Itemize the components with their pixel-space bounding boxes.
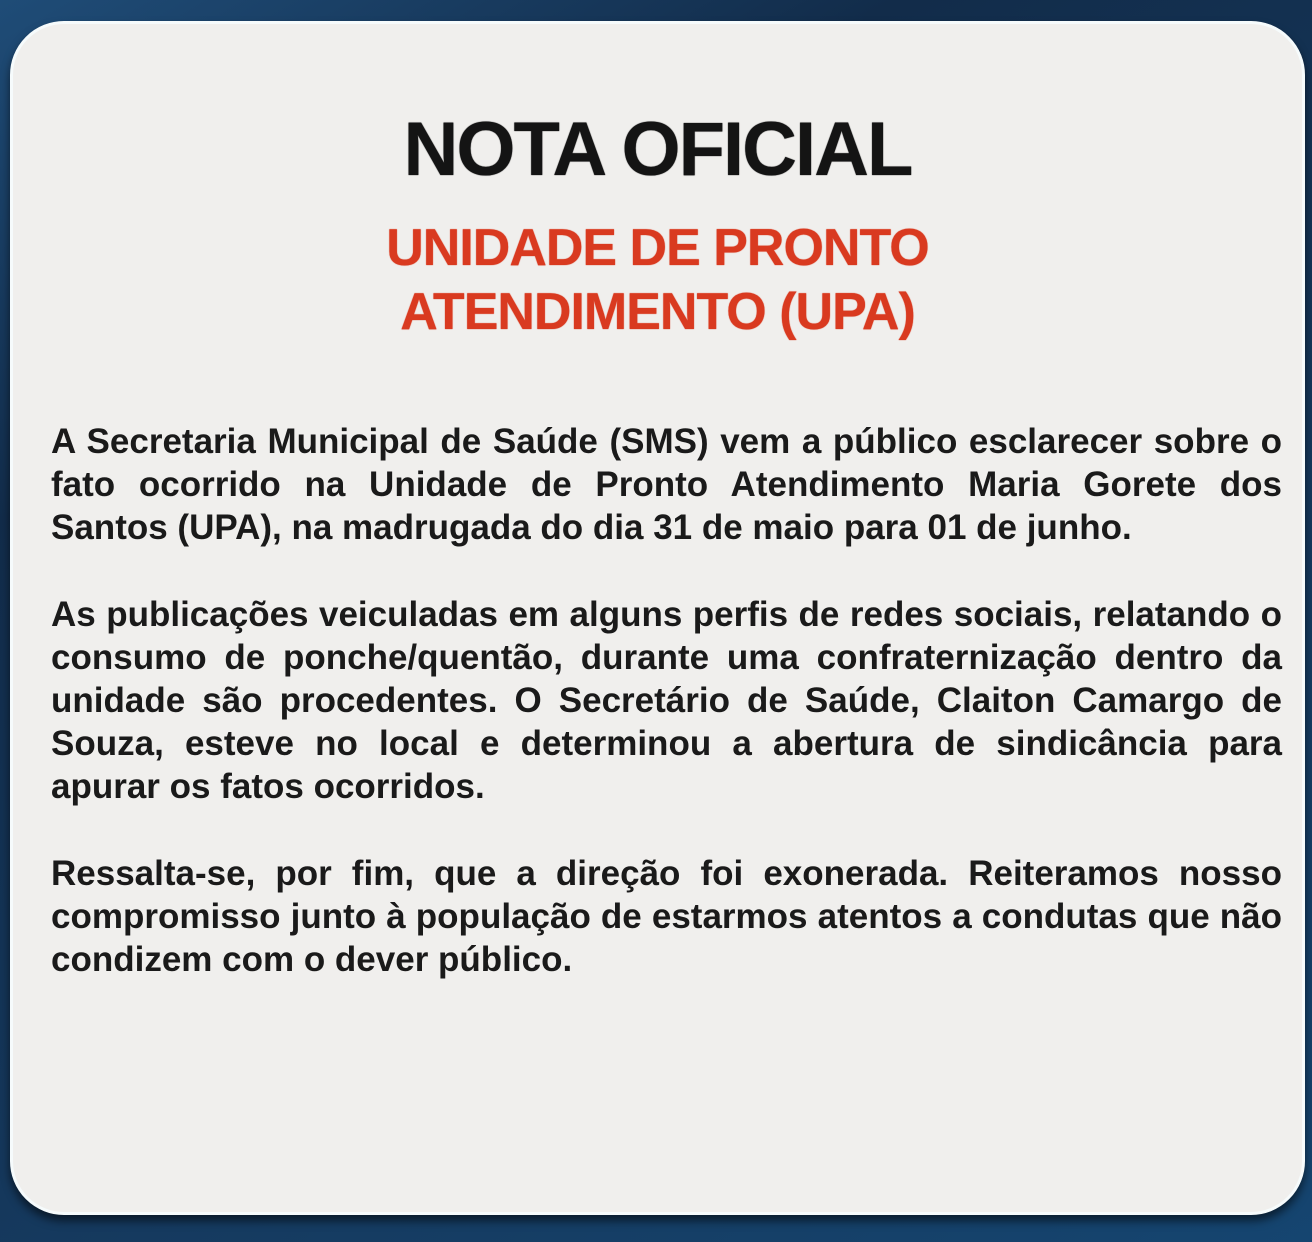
- note-subtitle-line-2: ATENDIMENTO (UPA): [400, 283, 915, 341]
- note-paragraph: As publicações veiculadas em alguns perfis de redes sociais, relatando o consumo de ponche/quentão, durante uma confraternização dentro da unidade são procedentes. O Secretário de Saúde, Claiton Camargo de Souza, esteve no local e determinou a abertura de sindicância para apurar os fatos ocorridos.: [51, 595, 1282, 806]
- note-body: [29, 420, 1286, 981]
- note-paragraph: A Secretaria Municipal de Saúde (SMS) vem a público esclarecer sobre o fato ocorrido na Unidade de Pronto Atendimento Maria Gorete dos Santos (UPA), na madrugada do dia 31 de maio para 01 de junho.: [51, 422, 1282, 547]
- official-note-card: [10, 21, 1305, 1215]
- note-subtitle-line-1: UNIDADE DE PRONTO: [386, 219, 929, 277]
- note-paragraph: Ressalta-se, por fim, que a direção foi exonerada. Reiteramos nosso compromisso junto à população de estarmos atentos a condutas que não condizem com o dever público.: [51, 854, 1282, 979]
- note-title: NOTA OFICIAL: [403, 107, 912, 192]
- note-subtitle: [29, 216, 1286, 344]
